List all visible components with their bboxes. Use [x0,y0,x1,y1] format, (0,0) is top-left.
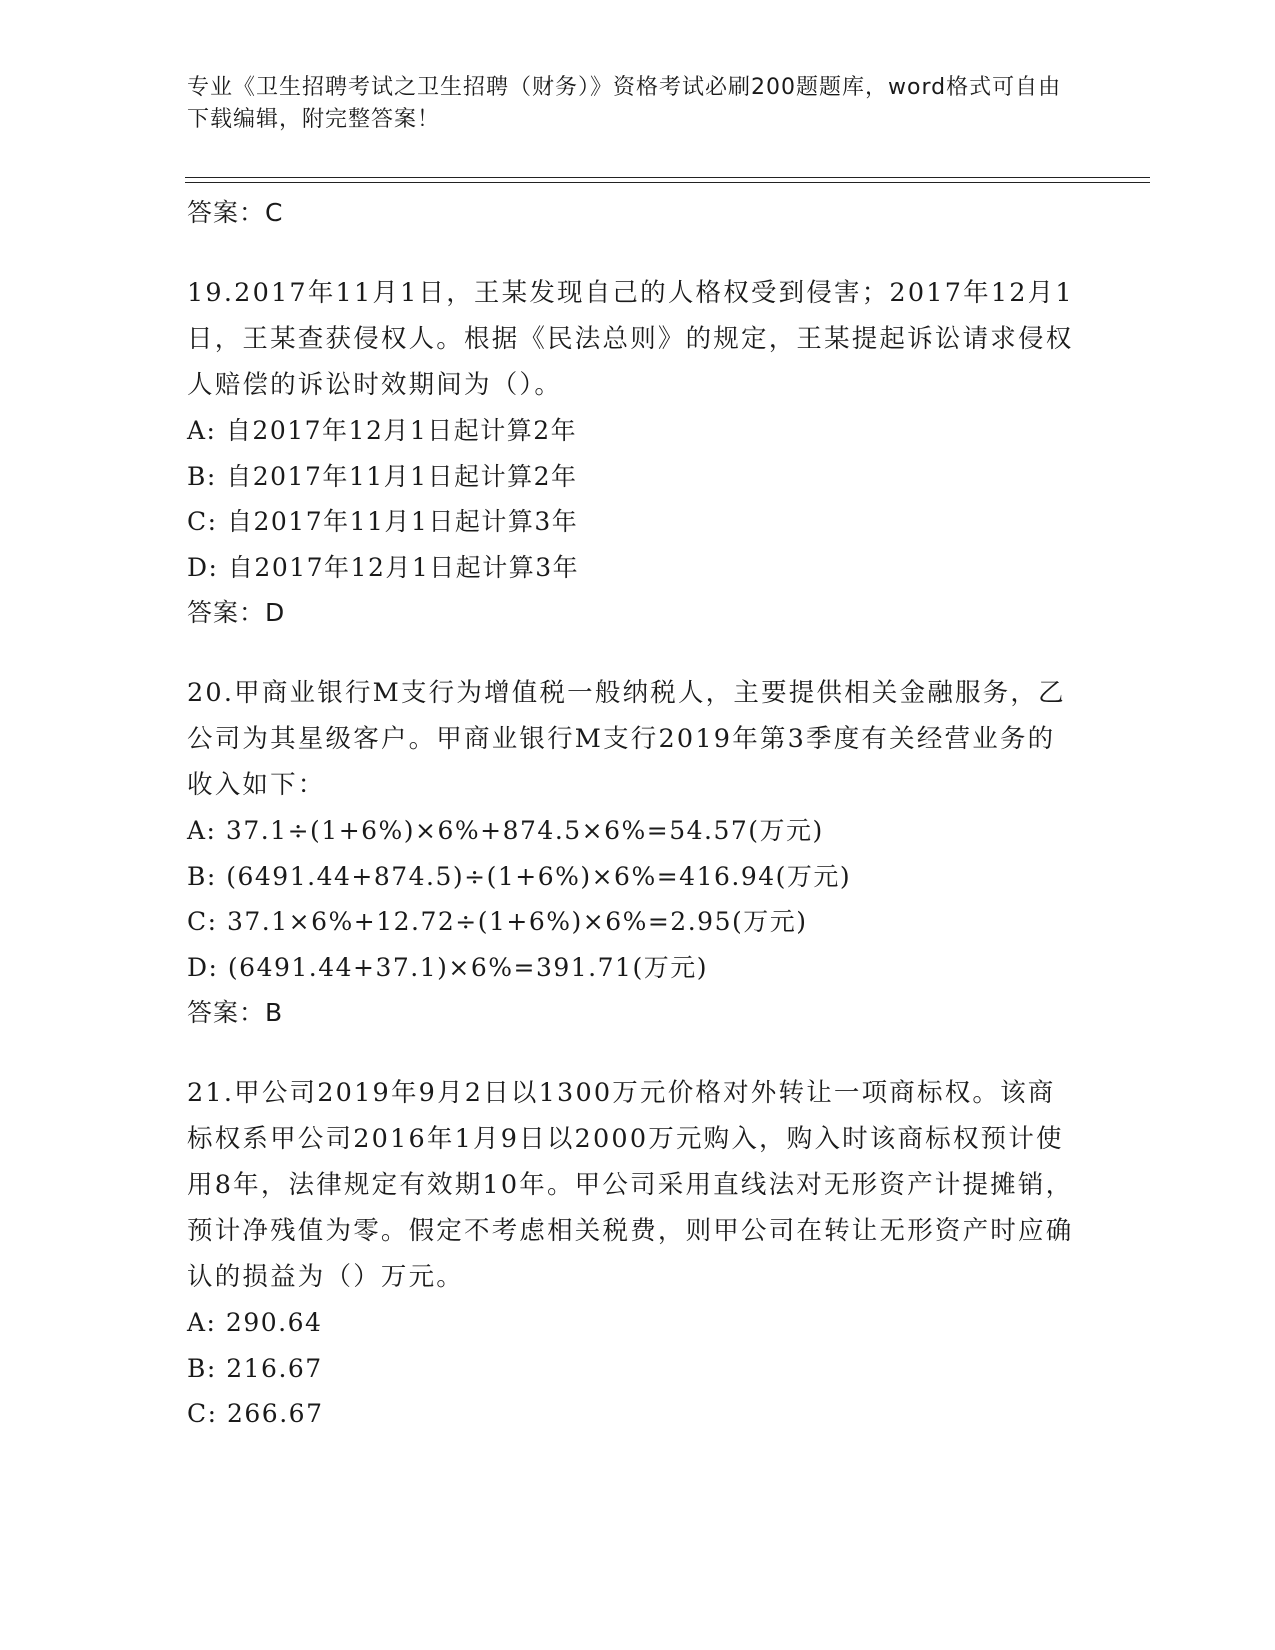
question-text: 20.甲商业银行M支行为增值税一般纳税人，主要提供相关金融服务，乙公司为其星级客户。甲商业银行M支行2019年第3季度有关经营业务的收入如下： [187,678,1066,800]
header-divider-top [185,177,1150,178]
option-b: B: 216.67 [187,1353,323,1383]
question-text: 19.2017年11月1日，王某发现自己的人格权受到侵害；2017年12月1日，王某查获侵权人。根据《民法总则》的规定，王某提起诉讼请求侵权人赔偿的诉讼时效期间为（）。 [187,278,1074,400]
answer-label: 答案：B [187,998,284,1027]
option-a: A: 290.64 [187,1308,323,1337]
option-a: A: 37.1÷(1+6%)×6%+874.5×6%=54.57(万元) [187,816,824,845]
question-19 [187,270,1077,636]
document-body [187,190,1077,1437]
header-divider-bottom [185,182,1150,183]
option-d: D: 自2017年12月1日起计算3年 [187,552,580,582]
question-text: 21.甲公司2019年9月2日以1300万元价格对外转让一项商标权。该商标权系甲公司2016年1月9日以2000万元购入，购入时该商标权预计使用8年，法律规定有效期10年。甲公司采用直线法对无形资产计提摊销，预计净残值为零。假定不考虑相关税费，则甲公司在转让无形资产时应确认的损益为（）万元。 [187,1078,1074,1292]
answer-label: 答案：C [187,198,284,227]
document-header: 专业《卫生招聘考试之卫生招聘（财务）》资格考试必刷200题题库，word格式可自由下载编辑，附完整答案！ [187,75,1062,132]
option-b: B: (6491.44+874.5)÷(1+6%)×6%=416.94(万元) [187,861,852,891]
option-d: D: (6491.44+37.1)×6%=391.71(万元) [187,952,708,982]
option-c: C: 37.1×6%+12.72÷(1+6%)×6%=2.95(万元) [187,907,808,936]
option-a: A: 自2017年12月1日起计算2年 [187,416,578,445]
answer-label: 答案：D [187,598,286,627]
question-20 [187,670,1077,1036]
option-c: C: 自2017年11月1日起计算3年 [187,507,579,536]
option-c: C: 266.67 [187,1399,324,1428]
question-21 [187,1070,1077,1437]
option-b: B: 自2017年11月1日起计算2年 [187,461,578,491]
